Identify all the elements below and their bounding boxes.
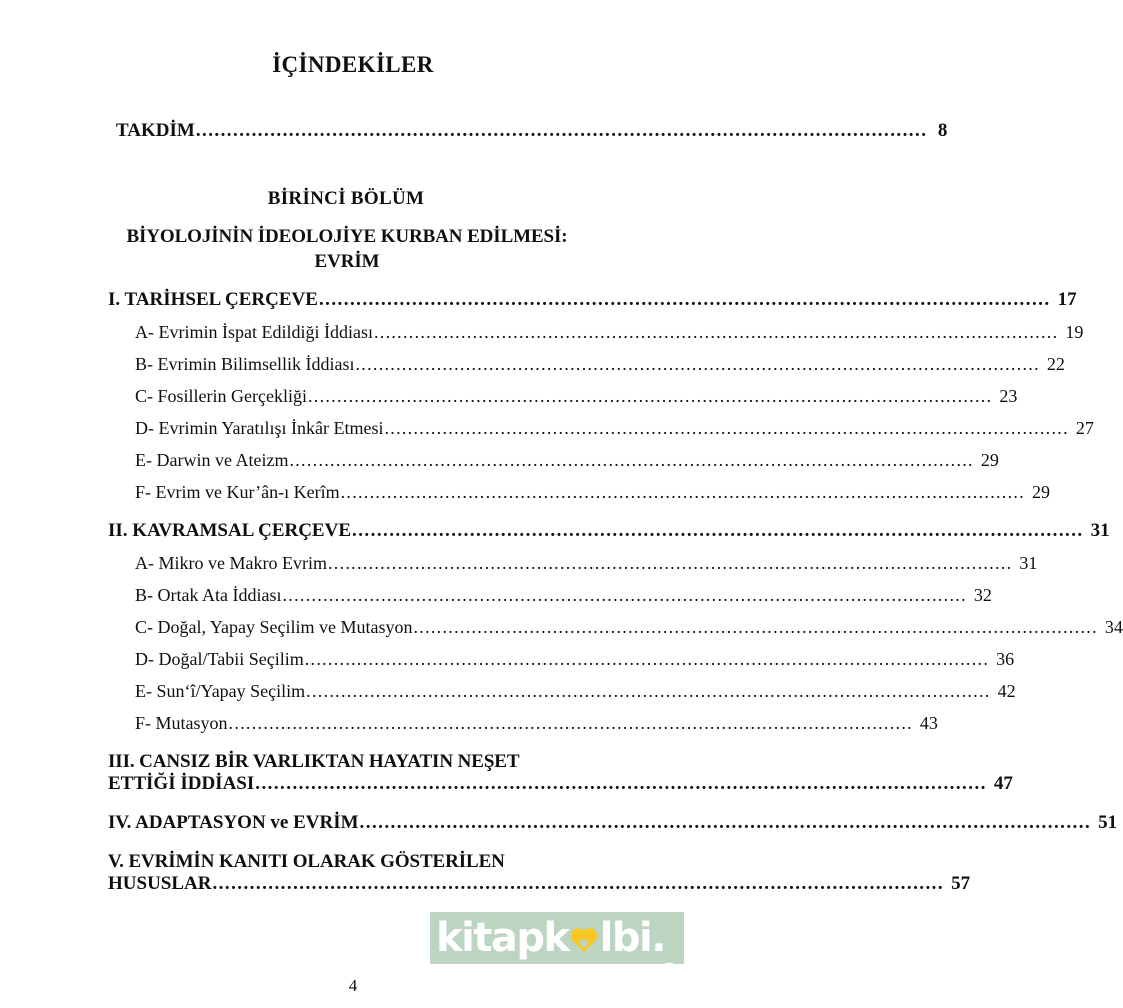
toc-entry-page: 42	[997, 680, 1016, 701]
chapter-title-line-2: EVRİM	[314, 251, 380, 273]
toc-subentry-2c[interactable]	[135, 616, 1123, 638]
dot-leader	[319, 289, 1051, 311]
dot-leader	[306, 681, 990, 702]
watermark-tld: com	[658, 962, 678, 1000]
toc-entry-label: TAKDİM	[116, 120, 195, 141]
toc-entry-label: E- Darwin ve Ateizm	[135, 449, 289, 470]
toc-entry-page: 32	[973, 584, 992, 605]
dot-leader	[196, 120, 928, 142]
page-title: İÇİNDEKİLER	[272, 52, 434, 77]
dot-leader	[374, 322, 1058, 343]
toc-entry-label: A- Evrimin İspat Edildiği İddiası	[135, 321, 373, 342]
toc-entry-section-1[interactable]	[108, 288, 1077, 311]
watermark-text-after: lbi.	[599, 915, 665, 961]
toc-entry-page: 34	[1104, 616, 1123, 637]
table-of-contents	[108, 120, 1123, 895]
toc-entry-page: 31	[1090, 519, 1110, 541]
toc-entry-page: 29	[1032, 481, 1051, 502]
toc-subentry-1b[interactable]	[135, 353, 1065, 375]
toc-entry-label-line-2: HUSUSLAR	[108, 872, 212, 894]
toc-entry-page: 43	[919, 712, 938, 733]
toc-entry-label: F- Mutasyon	[135, 712, 228, 733]
toc-entry-section-4[interactable]	[108, 811, 1118, 834]
heart-icon	[569, 925, 599, 955]
toc-entry-label: D- Evrimin Yaratılışı İnkâr Etmesi	[135, 417, 384, 438]
toc-entry-page: 47	[993, 772, 1013, 794]
dot-leader	[328, 553, 1012, 574]
dot-leader	[356, 354, 1040, 375]
toc-subentry-1a[interactable]	[135, 321, 1084, 343]
dot-leader	[360, 812, 1092, 834]
toc-subentry-1c[interactable]	[135, 385, 1018, 407]
dot-leader	[352, 520, 1084, 542]
toc-entry-takdim[interactable]	[116, 120, 948, 142]
watermark-kitapkalbi	[430, 912, 684, 1000]
dot-leader	[289, 450, 973, 471]
toc-entry-page: 17	[1057, 288, 1077, 310]
toc-subentry-1f[interactable]	[135, 481, 1051, 503]
toc-entry-section-3[interactable]	[108, 750, 1013, 795]
toc-entry-page: 51	[1098, 811, 1118, 833]
toc-entry-label: D- Doğal/Tabii Seçilim	[135, 648, 304, 669]
toc-entry-page: 57	[951, 872, 971, 894]
dot-leader	[305, 649, 989, 670]
toc-entry-page: 19	[1065, 321, 1084, 342]
watermark-wordmark	[436, 916, 665, 960]
chapter-heading	[108, 188, 584, 275]
toc-entry-label: C- Doğal, Yapay Seçilim ve Mutasyon	[135, 616, 413, 637]
toc-entry-label: A- Mikro ve Makro Evrim	[135, 552, 327, 573]
toc-entry-section-5[interactable]	[108, 850, 971, 895]
toc-entry-label: B- Evrimin Bilimsellik İddiası	[135, 353, 355, 374]
chapter-kicker: BİRİNCİ BÖLÜM	[267, 188, 425, 209]
dot-leader	[308, 386, 992, 407]
folio-page-number: 4	[348, 976, 358, 995]
dot-leader	[212, 873, 944, 895]
toc-entry-label: II. KAVRAMSAL ÇERÇEVE	[108, 519, 352, 541]
toc-subentry-2d[interactable]	[135, 648, 1015, 670]
dot-leader	[229, 713, 913, 734]
toc-subentry-2f[interactable]	[135, 712, 938, 734]
toc-subentry-2b[interactable]	[135, 584, 992, 606]
dot-leader	[413, 617, 1097, 638]
toc-entry-label-line-2: ETTİĞİ İDDİASI	[108, 772, 255, 794]
toc-entry-label-line-1: III. CANSIZ BİR VARLIKTAN HAYATIN NEŞET	[108, 750, 520, 772]
toc-entry-label: B- Ortak Ata İddiası	[135, 584, 282, 605]
toc-entry-label: C- Fosillerin Gerçekliği	[135, 385, 307, 406]
toc-entry-label: F- Evrim ve Kur’ân-ı Kerîm	[135, 481, 340, 502]
toc-entry-label: IV. ADAPTASYON ve EVRİM	[108, 811, 359, 833]
watermark-text-before: kitapk	[436, 915, 569, 961]
toc-entry-section-2[interactable]	[108, 519, 1110, 542]
toc-entry-label-line-1: V. EVRİMİN KANITI OLARAK GÖSTERİLEN	[108, 850, 505, 872]
dot-leader	[255, 773, 987, 795]
dot-leader	[282, 585, 966, 606]
toc-entry-label: E- Sunʻî/Yapay Seçilim	[135, 680, 306, 701]
toc-entry-page: 23	[999, 385, 1018, 406]
chapter-title	[104, 224, 590, 275]
toc-entry-label: I. TARİHSEL ÇERÇEVE	[108, 288, 318, 310]
toc-entry-page: 29	[980, 449, 999, 470]
toc-entry-page: 36	[996, 648, 1015, 669]
toc-entry-page: 22	[1046, 353, 1065, 374]
toc-entry-page: 31	[1019, 552, 1038, 573]
dot-leader	[384, 418, 1068, 439]
dot-leader	[341, 482, 1025, 503]
toc-entry-page: 8	[937, 120, 948, 141]
toc-entry-page: 27	[1075, 417, 1094, 438]
chapter-title-line-1: BİYOLOJİNİN İDEOLOJİYE KURBAN EDİLMESİ:	[126, 226, 568, 247]
toc-subentry-1e[interactable]	[135, 449, 999, 471]
toc-subentry-2a[interactable]	[135, 552, 1038, 574]
toc-subentry-1d[interactable]	[135, 417, 1094, 439]
toc-subentry-2e[interactable]	[135, 680, 1016, 702]
